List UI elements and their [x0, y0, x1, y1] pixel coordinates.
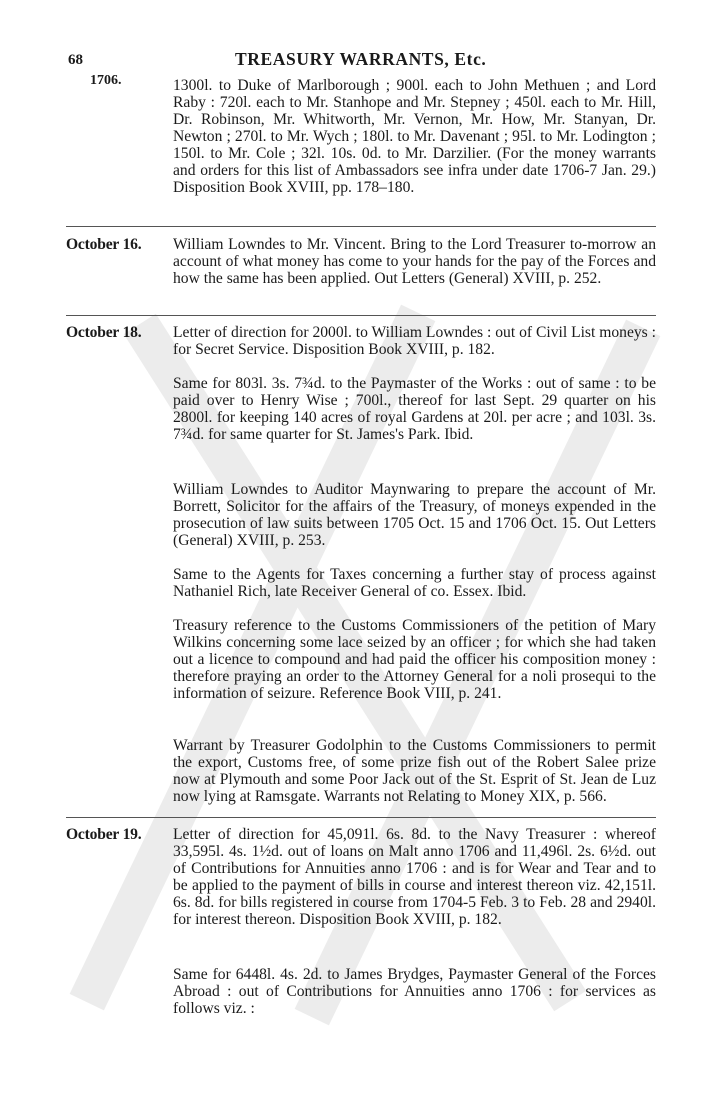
date-october-18: October 18.	[66, 324, 142, 341]
section-divider	[66, 817, 656, 818]
entry-ambassadors-list: 1300l. to Duke of Marlborough ; 900l. each to John Methuen ; and Lord Raby : 720l. each to Mr. Stanhope and Mr. Stepney ; 450l. each to Mr. Hill, Dr. Robinson, Mr. Whitworth, Mr. Vernon, Mr. How, Mr. Stanyan, Dr. Newton ; 270l. to Mr. Wych ; 180l. to Mr. Davenant ; 95l. to Mr. Lodington ; 150l. to Mr. Cole ; 32l. 10s. 0d. to Mr. Darzilier. (For the money warrants and orders for this list of Ambassadors see infra under date 1706-7 Jan. 29.) Disposition Book XVIII, pp. 178–180.	[173, 77, 656, 196]
section-divider	[66, 226, 656, 227]
entry-paymaster-of-works: Same for 803l. 3s. 7¾d. to the Paymaster of the Works : out of same : to be paid over to Henry Wise ; 700l., thereof for last Sept. 29 quarter on his 2800l. for keeping 140 acres of royal Gardens at 20l. per acre ; and 103l. 3s. 7¾d. for same quarter for St. James's Park. Ibid.	[173, 375, 656, 443]
entry-navy-treasurer: Letter of direction for 45,091l. 6s. 8d. to the Navy Treasurer : whereof 33,595l. 4s. 1½d. out of loans on Malt anno 1706 and 11,496l. 2s. 6½d. out of Contributions for Annuities anno 1706 : and is for Wear and Tear and to be applied to the payment of bills in course and interest thereon viz. 42,151l. 6s. 8d. for bills registered in course from 1704-5 Feb. 3 to Feb. 28 and 2940l. for interest thereon. Disposition Book XVIII, p. 182.	[173, 826, 656, 928]
entry-brydges-paymaster: Same for 6448l. 4s. 2d. to James Brydges, Paymaster General of the Forces Abroad : out of Contributions for Annuities anno 1706 : for services as follows viz. :	[173, 966, 656, 1017]
entry-customs-reference: Treasury reference to the Customs Commissioners of the petition of Mary Wilkins concerning some lace seized by an officer ; for which she had taken out a licence to compound and had paid the officer his composition money : therefore praying an order to the Attorney General for a noli prosequi to the information of seizure. Reference Book VIII, p. 241.	[173, 617, 656, 702]
page-number: 68	[68, 52, 83, 68]
year-marker: 1706.	[90, 73, 122, 88]
entry-lowndes-to-maynwaring: William Lowndes to Auditor Maynwaring to prepare the account of Mr. Borrett, Solicitor for the affairs of the Treasury, of moneys expended in the prosecution of law suits between 1705 Oct. 15 and 1706 Oct. 15. Out Letters (General) XVIII, p. 253.	[173, 481, 656, 549]
section-divider	[66, 315, 656, 316]
entry-lowndes-to-vincent: William Lowndes to Mr. Vincent. Bring to the Lord Treasurer to-morrow an account of what money has come to your hands for the pay of the Forces and how the same has been applied. Out Letters (General) XVIII, p. 252.	[173, 236, 656, 287]
running-head: TREASURY WARRANTS, Etc.	[235, 49, 487, 69]
entry-godolphin-warrant: Warrant by Treasurer Godolphin to the Customs Commissioners to permit the export, Customs free, of some prize fish out of the Robert Salee prize now at Plymouth and some Poor Jack out of the St. Esprit of St. Jean de Luz now lying at Ramsgate. Warrants not Relating to Money XIX, p. 566.	[173, 737, 656, 805]
entry-agents-for-taxes: Same to the Agents for Taxes concerning a further stay of process against Nathaniel Rich, late Receiver General of co. Essex. Ibid.	[173, 566, 656, 600]
entry-secret-service: Letter of direction for 2000l. to William Lowndes : out of Civil List moneys : for Secret Service. Disposition Book XVIII, p. 182.	[173, 324, 656, 358]
date-october-16: October 16.	[66, 236, 142, 253]
date-october-19: October 19.	[66, 826, 142, 843]
